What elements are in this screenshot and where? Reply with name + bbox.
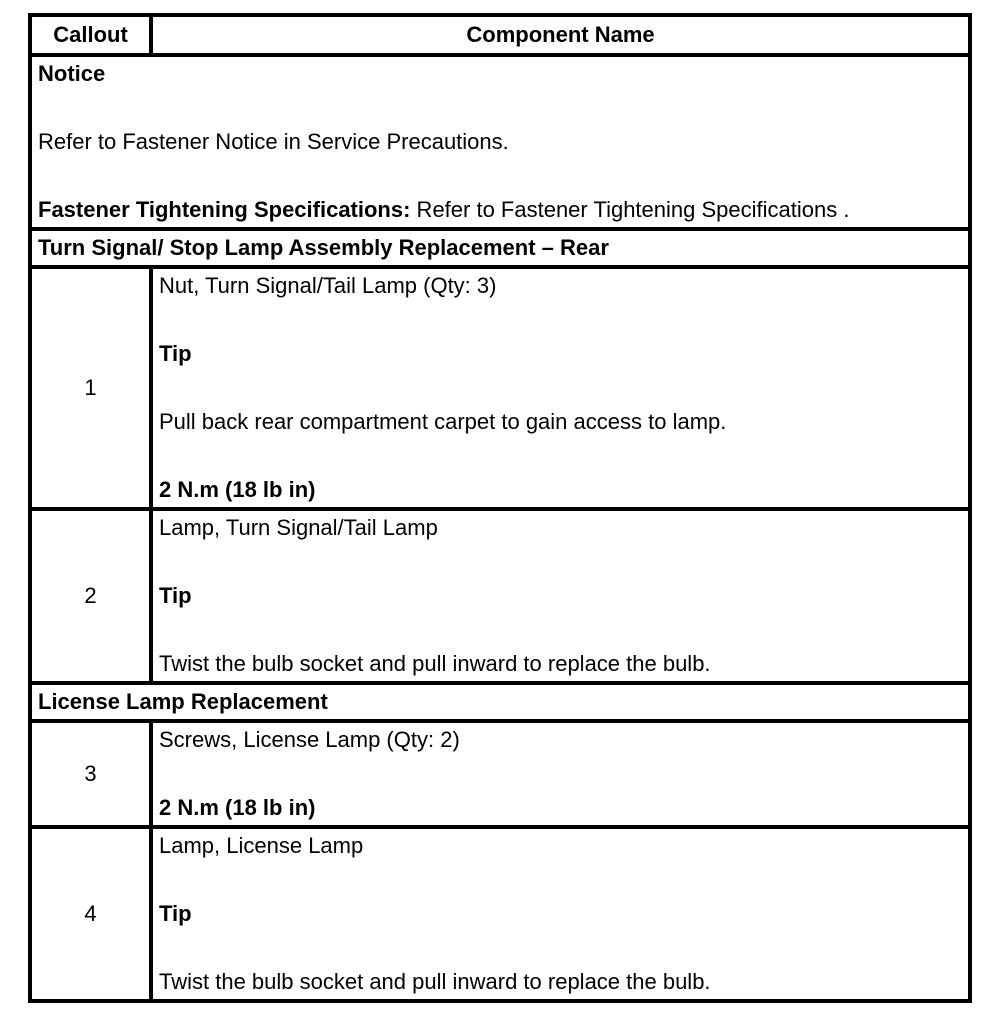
section-title: License Lamp Replacement bbox=[30, 683, 970, 721]
section-title: Turn Signal/ Stop Lamp Assembly Replacement – Rear bbox=[30, 229, 970, 267]
torque-spec: 2 N.m (18 lb in) bbox=[159, 477, 316, 502]
component-name: Lamp, License Lamp bbox=[159, 833, 364, 858]
tip-text: Twist the bulb socket and pull inward to replace the bulb. bbox=[159, 651, 711, 676]
header-component-name: Component Name bbox=[151, 15, 970, 55]
component-cell bbox=[151, 267, 970, 509]
component-table bbox=[28, 13, 972, 1003]
header-row bbox=[30, 15, 970, 55]
tip-label: Tip bbox=[159, 583, 192, 608]
fastener-spec-line bbox=[38, 193, 962, 227]
tip-label: Tip bbox=[159, 341, 192, 366]
tip-text: Pull back rear compartment carpet to gain access to lamp. bbox=[159, 409, 727, 434]
header-callout: Callout bbox=[30, 15, 151, 55]
callout-number: 4 bbox=[30, 827, 151, 1001]
table-row bbox=[30, 827, 970, 1001]
component-cell bbox=[151, 721, 970, 827]
component-cell bbox=[151, 509, 970, 683]
table-row bbox=[30, 509, 970, 683]
component-name: Nut, Turn Signal/Tail Lamp (Qty: 3) bbox=[159, 273, 497, 298]
notice-row bbox=[30, 55, 970, 229]
component-name: Lamp, Turn Signal/Tail Lamp bbox=[159, 515, 438, 540]
fastener-spec-label: Fastener Tightening Specifications: bbox=[38, 197, 411, 222]
notice-title: Notice bbox=[38, 61, 106, 86]
component-cell bbox=[151, 827, 970, 1001]
tip-text: Twist the bulb socket and pull inward to replace the bulb. bbox=[159, 969, 711, 994]
table-row bbox=[30, 267, 970, 509]
callout-number: 2 bbox=[30, 509, 151, 683]
fastener-spec-text: Refer to Fastener Tightening Specifications . bbox=[410, 197, 850, 222]
callout-number: 3 bbox=[30, 721, 151, 827]
section-row bbox=[30, 683, 970, 721]
notice-cell bbox=[30, 55, 970, 229]
component-name: Screws, License Lamp (Qty: 2) bbox=[159, 727, 460, 752]
notice-text: Refer to Fastener Notice in Service Precautions. bbox=[38, 129, 509, 154]
torque-spec: 2 N.m (18 lb in) bbox=[159, 795, 316, 820]
callout-number: 1 bbox=[30, 267, 151, 509]
tip-label: Tip bbox=[159, 901, 192, 926]
section-row bbox=[30, 229, 970, 267]
table-row bbox=[30, 721, 970, 827]
